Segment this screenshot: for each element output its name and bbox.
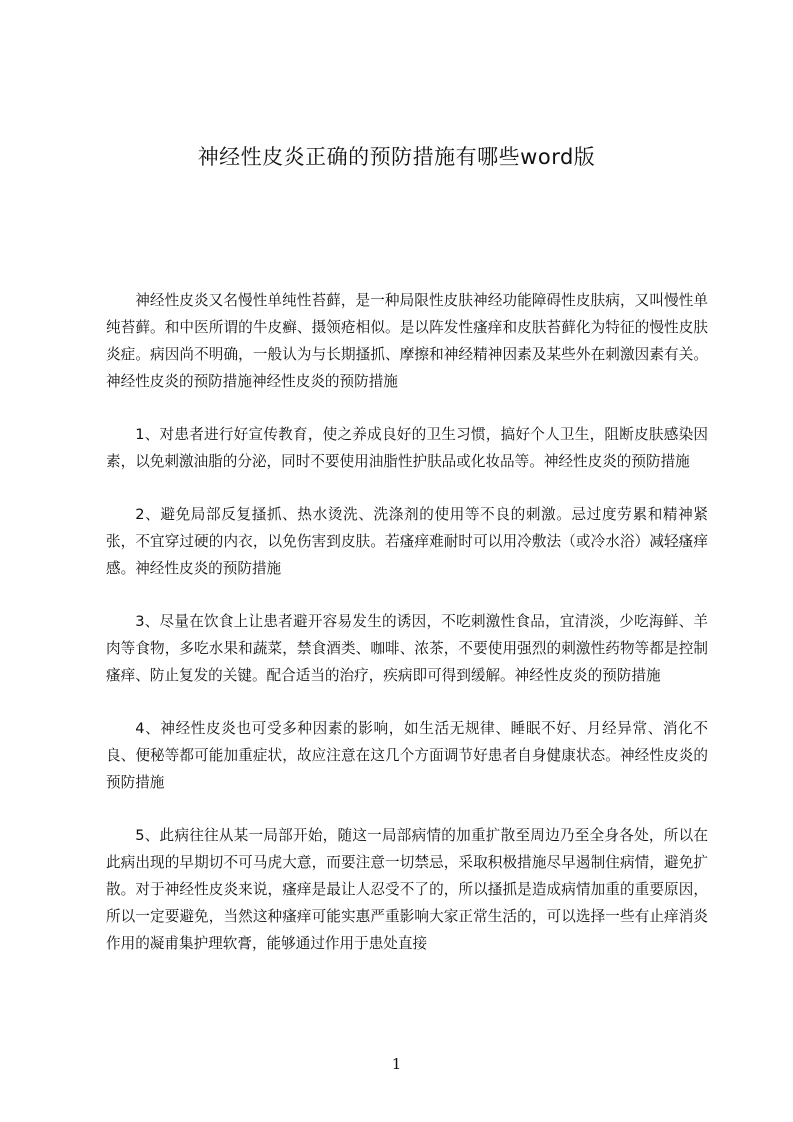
page-number: 1 [391,1055,402,1073]
paragraph-measure-4: 4、神经性皮炎也可受多种因素的影响，如生活无规律、睡眠不好、月经异常、消化不良、便秘等都可能加重症状，故应注意在这几个方面调节好患者自身健康状态。神经性皮炎的预防措施 [106,720,708,791]
paragraph-measure-3: 3、尽量在饮食上让患者避开容易发生的诱因，不吃刺激性食品，宜清淡，少吃海鲜、羊肉等食物，多吃水果和蔬菜，禁食酒类、咖啡、浓茶，不要使用强烈的刺激性药物等都是控制瘙痒、防止复发的关键。配合适当的治疗，疾病即可得到缓解。神经性皮炎的预防措施 [106,613,708,684]
paragraph-measure-1: 1、对患者进行好宣传教育，使之养成良好的卫生习惯，搞好个人卫生，阻断皮肤感染因素，以免刺激油脂的分泌，同时不要使用油脂性护肤品或化妆品等。神经性皮炎的预防措施 [106,426,708,470]
paragraph-measure-2: 2、避免局部反复搔抓、热水烫洗、洗涤剂的使用等不良的刺激。忌过度劳累和精神紧张，不宜穿过硬的内衣，以免伤害到皮肤。若瘙痒难耐时可以用冷敷法（或冷水浴）减轻瘙痒感。神经性皮炎的预防措施 [106,506,708,577]
paragraph-measure-5: 5、此病往往从某一局部开始，随这一局部病情的加重扩散至周边乃至全身各处，所以在此病出现的早期切不可马虎大意，而要注意一切禁忌，采取积极措施尽早遏制住病情，避免扩散。对于神经性皮炎来说，瘙痒是最让人忍受不了的，所以搔抓是造成病情加重的重要原因，所以一定要避免，当然这种瘙痒可能实惠严重影响大家正常生活的，可以选择一些有止痒消炎作用的凝甫集护理软膏，能够通过作用于患处直接 [106,827,708,952]
document-title: 神经性皮炎正确的预防措施有哪些word版 [197,145,596,169]
document-body [106,287,708,983]
paragraph-intro: 神经性皮炎又名慢性单纯性苔藓，是一种局限性皮肤神经功能障碍性皮肤病，又叫慢性单纯苔藓。和中医所谓的牛皮癣、摄领疮相似。是以阵发性瘙痒和皮肤苔藓化为特征的慢性皮肤炎症。病因尚不明确，一般认为与长期搔抓、摩擦和神经精神因素及某些外在刺激因素有关。神经性皮炎的预防措施神经性皮炎的预防措施 [106,292,708,390]
